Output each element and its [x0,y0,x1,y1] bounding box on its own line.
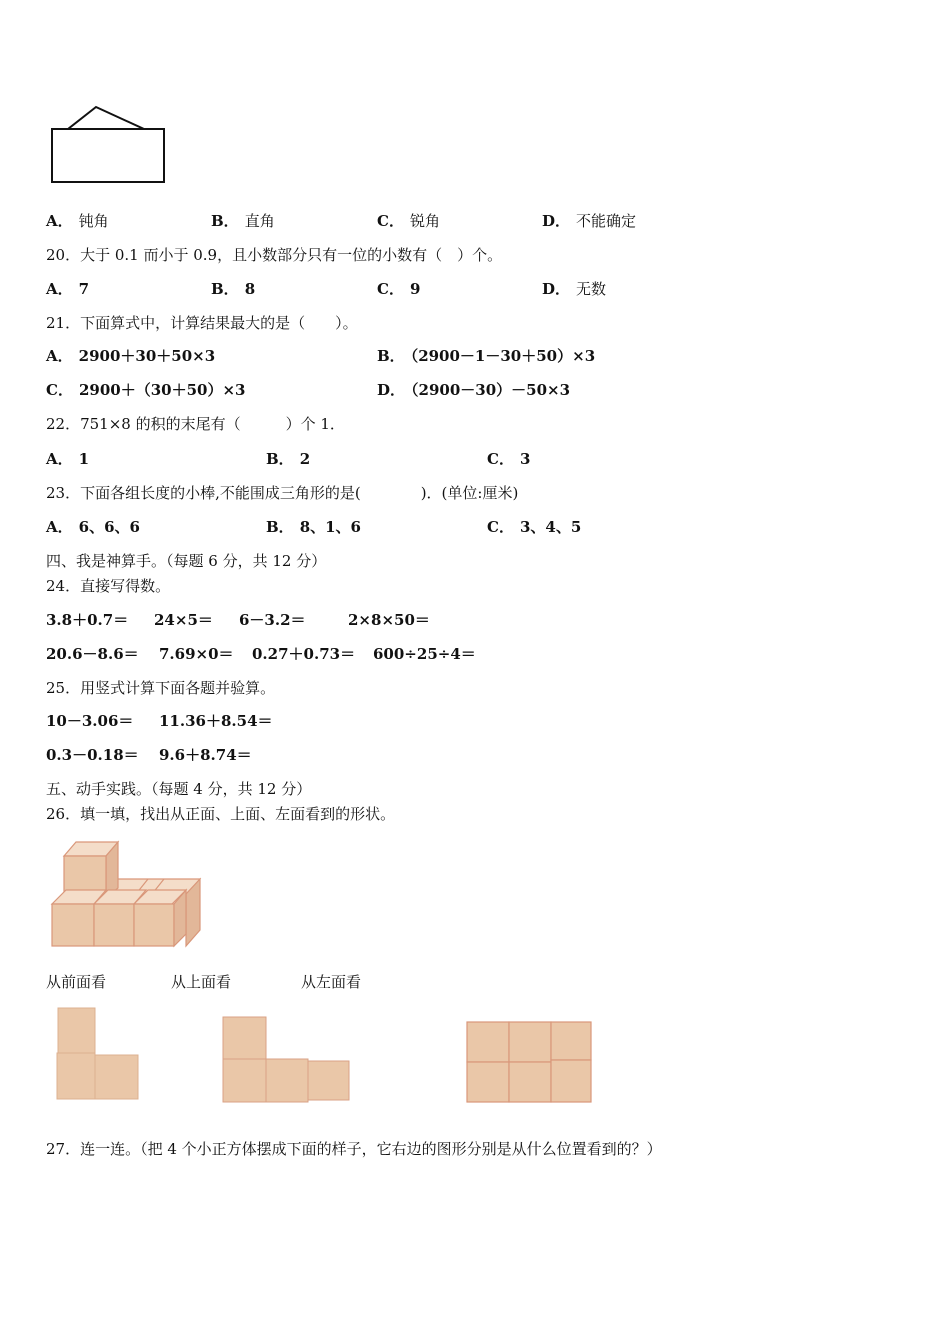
option-label: D． [542,280,571,298]
q25-item: 10－3.06＝ [46,712,134,730]
q26-question: 26．填一填，找出从正面、上面、左面看到的形状。 [46,805,396,823]
q24-item: 2×8×50＝ [348,611,430,629]
q25-item: 0.3－0.18＝ [46,746,139,764]
option-text: 直角 [244,212,275,230]
section-5-heading: 五、动手实践。（每题 4 分，共 12 分） [46,780,312,798]
option-label: B． [211,212,239,230]
q24-item: 24×5＝ [154,611,213,629]
option-text: 不能确定 [576,212,637,230]
q20-question: 20．大于 0.1 而小于 0.9，且小数部分只有一位的小数有（ ）个。 [46,246,503,264]
option-label: C． [487,518,514,536]
option-label: B． [266,450,294,468]
q24-item: 600÷25÷4＝ [373,645,476,663]
q22-question: 22．751×8 的积的末尾有（ ）个 1． [46,415,345,433]
q21-option-a[interactable] [46,347,215,365]
view-label-top: 从上面看 [171,973,232,991]
cube-stack-figure [48,838,208,950]
q24-item: 3.8＋0.7＝ [46,611,129,629]
q19-option-c[interactable] [377,212,440,230]
rectangle-triangle-figure [48,103,168,185]
view-label-front: 从前面看 [46,973,107,991]
q21-option-c[interactable] [46,381,245,399]
option-label: C． [46,381,73,399]
q23-option-c[interactable] [487,518,581,536]
q21-option-b[interactable] [377,347,595,365]
option-text: 1 [78,450,90,468]
option-text: 8 [244,280,256,298]
q20-option-d[interactable] [542,280,606,298]
option-label: A． [46,347,73,365]
option-text: 锐角 [409,212,440,230]
q20-option-b[interactable] [211,280,255,298]
option-label: B． [266,518,294,536]
option-label: D． [542,212,571,230]
q19-option-a[interactable] [46,212,109,230]
option-label: B． [377,347,405,365]
option-label: D． [377,381,406,399]
option-label: C． [377,280,404,298]
option-label: C． [377,212,404,230]
q25-item: 9.6＋8.74＝ [159,746,252,764]
option-label: B． [211,280,239,298]
q19-option-d[interactable] [542,212,636,230]
option-text: 钝角 [78,212,109,230]
q24-item: 7.69×0＝ [159,645,234,663]
option-label: A． [46,518,73,536]
q27-question: 27．连一连。（把 4 个小正方体摆成下面的样子，它右边的图形分别是从什么位置看到的？） [46,1140,662,1158]
option-text: （2900－30）－50×3 [411,381,571,399]
view-shape-2[interactable] [222,1016,352,1104]
q22-option-c[interactable] [487,450,530,468]
q23-question: 23．下面各组长度的小棒,不能围成三角形的是( )．(单位:厘米) [46,484,519,502]
view-shape-1[interactable] [56,1007,142,1101]
option-text: 2900＋（30＋50）×3 [78,381,246,399]
q22-option-b[interactable] [266,450,310,468]
option-label: A． [46,450,73,468]
option-text: 6、6、6 [78,518,140,536]
q24-item: 6－3.2＝ [239,611,306,629]
option-text: 7 [78,280,90,298]
q24-item: 0.27＋0.73＝ [252,645,356,663]
option-text: （2900－1－30＋50）×3 [410,347,596,365]
q22-option-a[interactable] [46,450,89,468]
q20-option-a[interactable] [46,280,89,298]
q20-option-c[interactable] [377,280,420,298]
q25-question: 25．用竖式计算下面各题并验算。 [46,679,276,697]
option-text: 无数 [576,280,607,298]
view-label-left: 从左面看 [301,973,362,991]
option-text: 8、1、6 [299,518,361,536]
option-text: 2 [299,450,311,468]
q19-option-b[interactable] [211,212,275,230]
q24-question: 24．直接写得数。 [46,577,171,595]
q24-item: 20.6－8.6＝ [46,645,139,663]
q23-option-a[interactable] [46,518,140,536]
option-label: A． [46,280,73,298]
option-label: A． [46,212,73,230]
q23-option-b[interactable] [266,518,361,536]
q21-question: 21．下面算式中，计算结果最大的是（ ）。 [46,314,358,332]
q21-option-d[interactable] [377,381,570,399]
view-shape-3[interactable] [465,1020,595,1104]
option-text: 3、4、5 [519,518,582,536]
section-4-heading: 四、我是神算手。（每题 6 分，共 12 分） [46,552,327,570]
option-text: 2900＋30＋50×3 [78,347,216,365]
option-text: 3 [519,450,531,468]
option-label: C． [487,450,514,468]
option-text: 9 [409,280,421,298]
q25-item: 11.36＋8.54＝ [159,712,273,730]
